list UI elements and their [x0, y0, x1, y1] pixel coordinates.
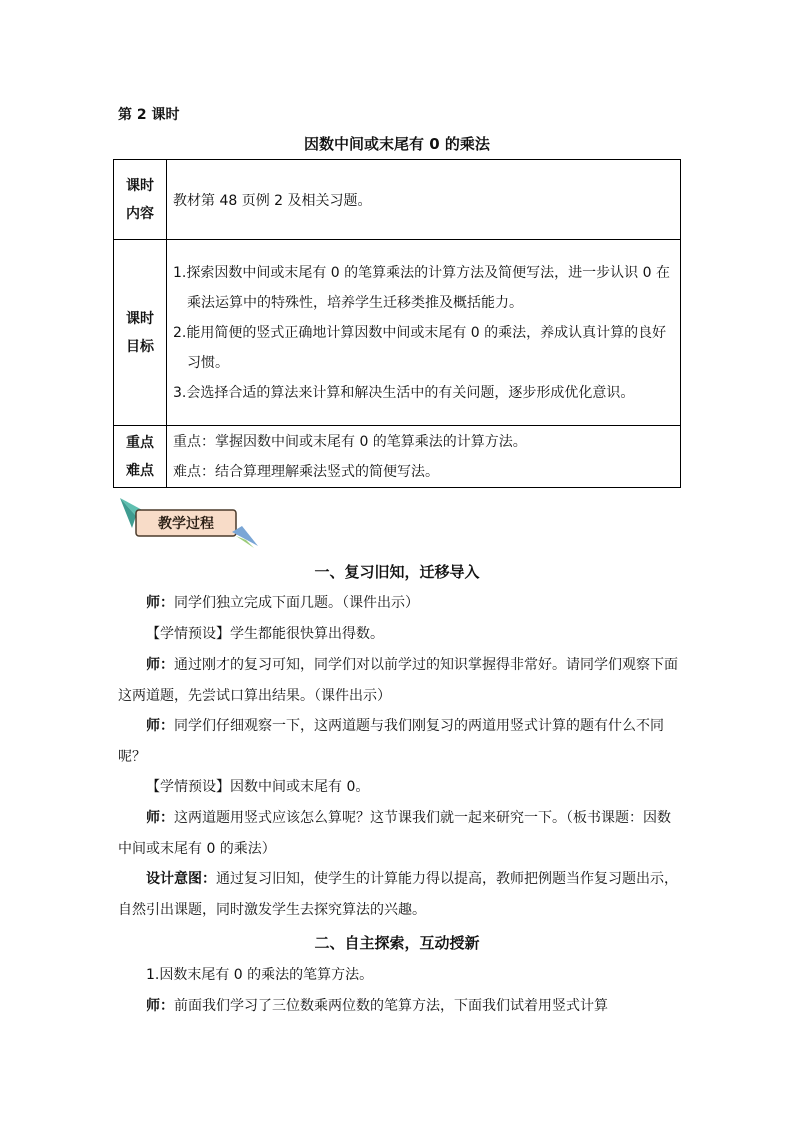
goal-item: 3.会选择合适的算法来计算和解决生活中的有关问题，逐步形成优化意识。 — [173, 384, 635, 401]
label-keys: 重点 难点 — [114, 426, 167, 488]
paragraph: 师：前面我们学习了三位数乘两位数的笔算方法，下面我们试着用竖式计算 — [146, 998, 608, 1014]
paragraph: 师：同学们独立完成下面几题。（课件出示） — [146, 595, 419, 611]
paragraph-design-intent: 设计意图：通过复习旧知，使学生的计算能力得以提高，教师把例题当作复习题出示，自然引出课题，同时激发学生去探究算法的兴趣。 — [118, 871, 678, 918]
paragraph: 1.因数末尾有 0 的乘法的笔算方法。 — [146, 967, 374, 983]
lesson-info-table — [113, 159, 681, 488]
key-point: 重点：掌握因数中间或末尾有 0 的笔算乘法的计算方法。 — [173, 433, 527, 450]
paragraph: 师：这两道题用竖式应该怎么算呢？这节课我们就一起来研究一下。（板书课题：因数中间或末尾有 0 的乘法） — [118, 810, 671, 857]
paragraph: 师：通过刚才的复习可知，同学们对以前学过的知识掌握得非常好。请同学们观察下面这两道题，先尝试口算出结果。（课件出示） — [118, 657, 678, 704]
badge-text: 教学过程 — [158, 516, 214, 532]
table-row-content — [114, 160, 681, 240]
paragraph: 师：同学们仔细观察一下，这两道题与我们刚复习的两道用竖式计算的题有什么不同呢？ — [118, 718, 664, 765]
table-row-goals — [114, 240, 681, 426]
table-row-keys — [114, 426, 681, 488]
goals-list — [167, 240, 681, 426]
section-title-explore: 二、自主探索，互动授新 — [314, 934, 480, 952]
section-title-review: 一、复习旧知，迁移导入 — [314, 563, 480, 581]
label-content: 课时 内容 — [114, 160, 167, 240]
paragraph: 【学情预设】因数中间或末尾有 0。 — [146, 779, 370, 795]
document-title: 因数中间或末尾有 0 的乘法 — [304, 135, 490, 153]
difficult-point: 难点：结合算理理解乘法竖式的简便写法。 — [173, 463, 439, 480]
content-text: 教材第 48 页例 2 及相关习题。 — [167, 160, 681, 240]
paragraph: 【学情预设】学生都能很快算出得数。 — [146, 626, 384, 642]
lesson-number: 第 2 课时 — [118, 107, 180, 123]
goal-item: 1.探索因数中间或末尾有 0 的笔算乘法的计算方法及简便写法，进一步认识 0 在乘法运算中的特殊性，培养学生迁移类推及概括能力。 — [173, 264, 670, 311]
keys-cell — [167, 426, 681, 488]
label-goals: 课时 目标 — [114, 240, 167, 426]
goal-item: 2.能用简便的竖式正确地计算因数中间或末尾有 0 的乘法，养成认真计算的良好习惯。 — [173, 324, 667, 371]
teaching-process-badge — [118, 496, 263, 550]
